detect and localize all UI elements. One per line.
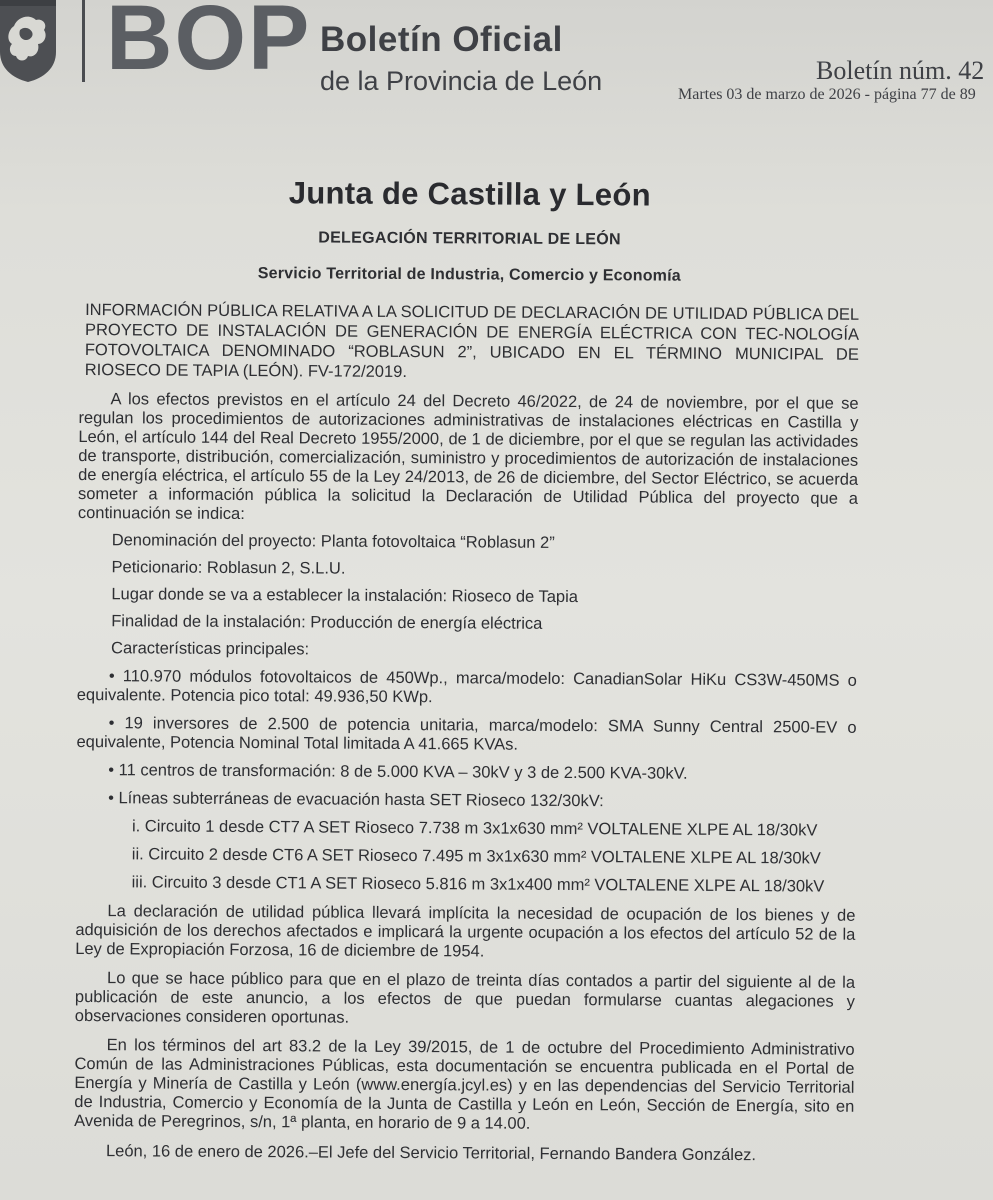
public-notice-paragraph: Lo que se hace público para que en el plazo de treinta días contados a partir del siguiente al de la publicación de este anuncio, a los efectos de que puedan formularse cuantas alegaciones y observaciones consideren oportunas.	[74, 969, 856, 1027]
circuit-2: ii. Circuito 2 desde CT6 A SET Rioseco 7.495 m 3x1x630 mm² VOLTALENE XLPE AL 18/30kV	[131, 845, 821, 868]
department-name: DELEGACIÓN TERRITORIAL DE LEÓN	[318, 229, 621, 249]
signature-line: León, 16 de enero de 2026.–El Jefe del Servicio Territorial, Fernando Bandera González.	[105, 1142, 757, 1165]
bullet-transformers: • 11 centros de transformación: 8 de 5.000 KVA – 30kV y 3 de 2.500 KVA-30kV.	[108, 761, 688, 783]
detail-location: Lugar donde se va a establecer la instalación: Rioseco de Tapia	[111, 585, 579, 607]
header-divider	[82, 0, 85, 82]
intro-paragraph: A los efectos previstos en el artículo 24 del Decreto 46/2022, de 24 de noviembre, por el que se regulan los procedimientos de autorizaciones administrativas de instalaciones eléctricas en Castilla y León, el artículo 144 del Real Decreto 1955/2000, de 1 de diciembre, por el que se regulan las actividades de transporte, distribución, comercialización, suministro y procedimientos de autorización de instalaciones de energía eléctrica, el artículo 55 de la Ley 24/2013, de 26 de diciembre, del Sector Eléctrico, se acuerda someter a información pública la solicitud la Declaración de Utilidad Pública del proyecto que a continuación se indica:	[77, 390, 859, 524]
bulletin-subtitle: de la Provincia de León	[320, 66, 603, 96]
detail-applicant: Peticionario: Roblasun 2, S.L.U.	[111, 558, 346, 578]
bullet-inverters: • 19 inversores de 2.500 de potencia unitaria, marca/modelo: SMA Sunny Central 2500-EV o equivalente, Potencia Nominal Total limitada A 41.665 KVAs.	[76, 714, 857, 754]
bulletin-title: Boletín Oficial	[320, 20, 563, 59]
announcement-body	[74, 168, 860, 1166]
circuit-1: i. Circuito 1 desde CT7 A SET Rioseco 7.738 m 3x1x630 mm² VOLTALENE XLPE AL 18/30kV	[131, 817, 818, 840]
bullet-modules: • 110.970 módulos fotovoltaicos de 450Wp., marca/modelo: CanadianSolar HiKu CS3W-450MS o equivalente. Potencia pico total: 49.936,50 KWp.	[76, 667, 857, 707]
declaration-paragraph: La declaración de utilidad pública llevará implícita la necesidad de ocupación de los bienes y de adquisición de los derechos afectados e implicará la urgente ocupación a los efectos del artículo 52 de la Ley de Expropiación Forzosa, 16 de diciembre de 1954.	[75, 902, 856, 961]
bulletin-number: Boletín núm. 42	[816, 56, 985, 85]
organization-name: Junta de Castilla y León	[288, 175, 651, 213]
announcement-heading: INFORMACIÓN PÚBLICA RELATIVA A LA SOLICITUD DE DECLARACIÓN DE UTILIDAD PÚBLICA DEL PROYECTO DE INSTALACIÓN DE GENERACIÓN DE ENERGÍA ELÉCTRICA CON TEC-NOLOGÍA FOTOVOLTAICA DENOMINADO “ROBLASUN 2”, UBICADO EN EL TÉRMINO MUNICIPAL DE RIOSECO DE TAPIA (LEÓN). FV-172/2019.	[84, 301, 860, 382]
bulletin-header	[0, 0, 993, 150]
bop-logo: BOP	[106, 0, 312, 89]
terms-paragraph: En los términos del art 83.2 de la Ley 39/2015, de 1 de octubre del Procedimiento Administrativo Común de las Administraciones Públicas, esta documentación se encuentra publicada en el Portal de Energía y Minería de Castilla y León (www.energía.jcyl.es) y en las dependencias del Servicio Territorial de Industria, Comercio y Economía de la Junta de Castilla y León en León, Sección de Energía, sito en Avenida de Peregrinos, s/n, 1ª planta, en horario de 9 a 14.00.	[74, 1036, 855, 1133]
bullet-lines: • Líneas subterráneas de evacuación hasta SET Rioseco 132/30kV:	[108, 789, 604, 811]
province-shield-icon	[0, 0, 60, 82]
bulletin-date-page: Martes 03 de marzo de 2026 - página 77 de 89	[678, 86, 976, 103]
service-name: Servicio Territorial de Industria, Comercio y Economía	[257, 265, 681, 285]
detail-purpose: Finalidad de la instalación: Producción de energía eléctrica	[111, 612, 543, 633]
detail-project-name: Denominación del proyecto: Planta fotovoltaica “Roblasun 2”	[111, 531, 555, 552]
circuit-3: iii. Circuito 3 desde CT1 A SET Rioseco 5.816 m 3x1x400 mm² VOLTALENE XLPE AL 18/30kV	[131, 873, 825, 896]
detail-characteristics: Características principales:	[111, 639, 310, 659]
